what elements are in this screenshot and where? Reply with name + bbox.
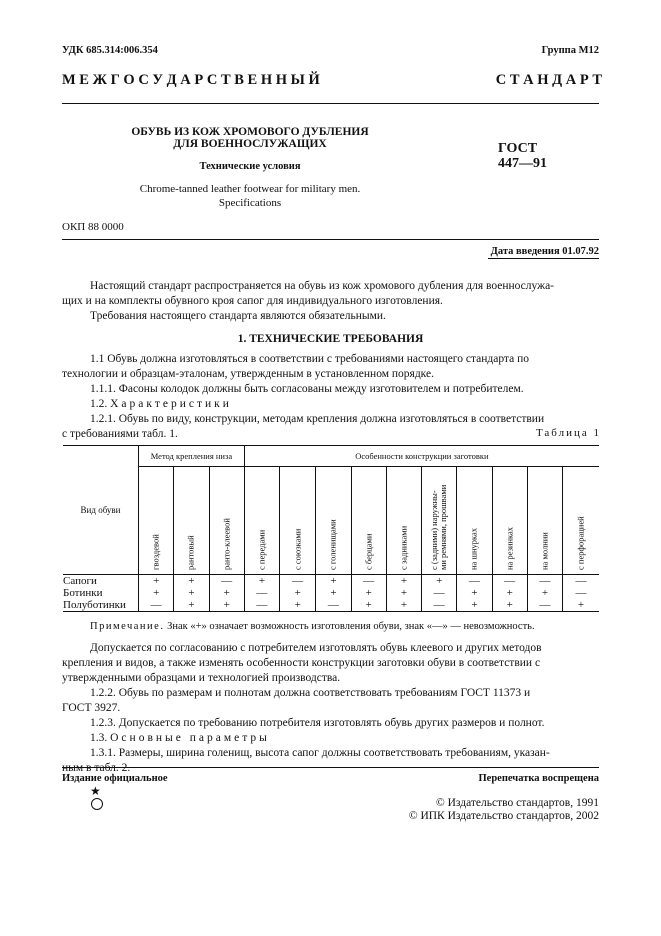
intro-p1-line1: Настоящий стандарт распространяется на обувь из кож хромового дубления для военнослужа- bbox=[90, 280, 555, 292]
p-1-2-2-line1: 1.2.2. Обувь по размерам и полнотам должна соответствовать требованиям ГОСТ 11373 и bbox=[90, 687, 531, 699]
table-cell-mark: + bbox=[386, 575, 421, 588]
p-1-1-line1: 1.1 Обувь должна изготовляться в соответствии с требованиями настоящего стандарта по bbox=[90, 353, 529, 365]
col-header-vid: Вид обуви bbox=[63, 446, 139, 575]
intro-date-value: 01.07.92 bbox=[562, 246, 599, 257]
table-note bbox=[90, 621, 535, 632]
p-1-1-1: 1.1.1. Фасоны колодок должны быть согласованы между изготовителем и потребителем. bbox=[90, 383, 524, 395]
title-ru-line1: ОБУВЬ ИЗ КОЖ ХРОМОВОГО ДУБЛЕНИЯ bbox=[131, 126, 369, 138]
p-1-1-line2: технологии и образцам-эталонам, утвержденным в установленном порядке. bbox=[62, 368, 434, 380]
p-allow-line1: Допускается по согласованию с потребителем изготовлять обувь клеевого и других методов bbox=[90, 642, 542, 654]
table-cell-mark: + bbox=[280, 599, 316, 611]
col-label: на резинках bbox=[504, 526, 515, 570]
subtitle: Технические условия bbox=[199, 161, 301, 172]
section1-heading: 1. ТЕХНИЧЕСКИЕ ТРЕБОВАНИЯ bbox=[237, 333, 424, 345]
intro-date-label: Дата введения bbox=[490, 246, 560, 257]
p-1-2-num: 1.2. bbox=[90, 398, 108, 410]
table-body bbox=[63, 575, 599, 612]
table-cell-mark: + bbox=[280, 587, 316, 599]
table-cell-mark: + bbox=[351, 587, 386, 599]
col-header-method bbox=[174, 467, 209, 575]
table-cell-mark: — bbox=[527, 575, 562, 588]
table-cell-mark: — bbox=[457, 575, 492, 588]
table-cell-mark: — bbox=[280, 575, 316, 588]
table-cell-mark: + bbox=[457, 587, 492, 599]
p-1-3 bbox=[62, 731, 599, 746]
col-header-feature bbox=[280, 467, 316, 575]
table-cell-mark: + bbox=[316, 575, 351, 588]
col-header-feature bbox=[422, 467, 457, 575]
col-label: ранто-клеевой bbox=[221, 518, 232, 570]
table-cell-mark: + bbox=[139, 587, 174, 599]
gost-number: 447—91 bbox=[498, 156, 547, 171]
table-cell-mark: — bbox=[492, 575, 527, 588]
table-row bbox=[63, 587, 599, 599]
table-row bbox=[63, 575, 599, 588]
p-1-2 bbox=[62, 397, 599, 412]
section1-rest bbox=[62, 641, 599, 776]
banner-word-2: С Т А Н Д А Р Т bbox=[495, 72, 602, 88]
title-en bbox=[100, 182, 400, 210]
p-1-2-3: 1.2.3. Допускается по требованию потребителя изготовлять обувь других размеров и полнот. bbox=[90, 717, 545, 729]
title-ru-line2: ДЛЯ ВОЕННОСЛУЖАЩИХ bbox=[173, 138, 327, 150]
table-cell-mark: — bbox=[139, 599, 174, 611]
p-1-2-2-line2: ГОСТ 3927. bbox=[62, 702, 121, 714]
col-header-feature bbox=[457, 467, 492, 575]
table-cell-mark: + bbox=[422, 575, 457, 588]
title-en-line2: Specifications bbox=[218, 197, 282, 209]
table-cell-mark: — bbox=[351, 575, 386, 588]
table1-caption: Таблица 1 bbox=[535, 427, 601, 439]
col-header-feature bbox=[386, 467, 421, 575]
table-bottom-rule bbox=[63, 611, 599, 612]
table-cell-mark: + bbox=[563, 599, 599, 611]
p-1-3-num: 1.3. bbox=[90, 732, 108, 744]
table-cell-mark: + bbox=[492, 599, 527, 611]
table-cell-mark: — bbox=[422, 599, 457, 611]
table-cell-mark: — bbox=[244, 587, 279, 599]
col-label: с передами bbox=[256, 529, 267, 570]
gost-label: ГОСТ bbox=[498, 141, 538, 156]
reprint-prohibited: Перепечатка воспрещена bbox=[478, 773, 599, 784]
table-cell-mark: — bbox=[244, 599, 279, 611]
footer-rule bbox=[62, 767, 599, 768]
okp-code: ОКП 88 0000 bbox=[62, 221, 124, 233]
col-label: с берцами bbox=[363, 533, 374, 570]
col-label: с союзками bbox=[292, 528, 303, 570]
table-cell-mark: + bbox=[174, 599, 209, 611]
col-label: с голенищами bbox=[327, 519, 338, 570]
copyright-1991: © Издательство стандартов, 1991 bbox=[435, 797, 599, 809]
intro-p1-line2: щих и на комплекты обувного кроя сапог для индивидуального изготовления. bbox=[62, 295, 443, 307]
circle-icon bbox=[90, 797, 104, 811]
row-footwear-type: Сапоги bbox=[63, 575, 97, 587]
p-1-2-1-line2: с требованиями табл. 1. bbox=[62, 428, 178, 440]
p-1-3-text: Основные параметры bbox=[110, 732, 270, 744]
table-cell-mark: + bbox=[351, 599, 386, 611]
table-cell-mark: — bbox=[316, 599, 351, 611]
table-cell-mark: — bbox=[563, 587, 599, 599]
table-row bbox=[63, 599, 599, 611]
table-cell-mark: + bbox=[209, 599, 244, 611]
row-footwear-type: Полуботинки bbox=[63, 599, 126, 611]
title-ru bbox=[100, 126, 400, 150]
table-cell-mark: + bbox=[386, 587, 421, 599]
table-cell-mark: — bbox=[422, 587, 457, 599]
banner-word-1: М Е Ж Г О С У Д А Р С Т В Е Н Н Ы Й bbox=[62, 72, 320, 88]
table-cell-mark: + bbox=[457, 599, 492, 611]
col-header-feature bbox=[492, 467, 527, 575]
col-label: с перфорацией bbox=[575, 516, 586, 570]
intro-date-underline bbox=[488, 258, 599, 259]
col-header-feature bbox=[563, 467, 599, 575]
footwear-table bbox=[63, 445, 599, 611]
header-rule bbox=[62, 103, 599, 104]
official-edition: Издание официальное bbox=[62, 773, 168, 784]
title-en-line1: Chrome-tanned leather footwear for military men. bbox=[139, 183, 361, 195]
intro-paragraph bbox=[62, 279, 599, 324]
col-label-2line: с (задними) наружны- ми ремнями, прошвами bbox=[429, 484, 449, 570]
col-header-method bbox=[209, 467, 244, 575]
table-cell-mark: + bbox=[527, 587, 562, 599]
col-header-feature bbox=[244, 467, 279, 575]
col-label: рантовый bbox=[185, 535, 196, 570]
group-code: Группа М12 bbox=[541, 45, 599, 56]
table-cell-mark: + bbox=[492, 587, 527, 599]
title-rule bbox=[62, 239, 599, 240]
col-header-feature bbox=[351, 467, 386, 575]
table-cell-mark: — bbox=[209, 575, 244, 588]
group-header-features: Особенности конструкции заготовки bbox=[244, 446, 599, 467]
col-label: с задниками bbox=[398, 525, 409, 570]
udk-code: УДК 685.314:006.354 bbox=[62, 45, 158, 56]
gost-designation bbox=[498, 141, 547, 171]
copyright-2002: © ИПК Издательство стандартов, 2002 bbox=[408, 810, 599, 822]
p-1-3-1-line1: 1.3.1. Размеры, ширина голенищ, высота сапог должны соответствовать требованиям, указан- bbox=[90, 747, 550, 759]
table-cell-mark: — bbox=[563, 575, 599, 588]
section1-text bbox=[62, 352, 599, 442]
table-cell-mark: + bbox=[139, 575, 174, 588]
p-allow-line2: крепления и видов, а также изменять особенности конструкции заготовки обуви в соответствии с bbox=[62, 657, 541, 669]
col-header-method bbox=[139, 467, 174, 575]
p-allow-line3: утвержденными образцами и технологией производства. bbox=[62, 672, 341, 684]
col-label: на молнии bbox=[539, 532, 550, 570]
intro-date bbox=[491, 246, 599, 257]
col-label: гвоздевой bbox=[150, 534, 161, 570]
col-header-feature bbox=[527, 467, 562, 575]
table-cell-mark: + bbox=[209, 587, 244, 599]
note-label: Примечание. bbox=[90, 621, 165, 632]
group-header-method: Метод крепления низа bbox=[139, 446, 245, 467]
p-1-2-text: Характеристики bbox=[110, 398, 232, 410]
table-cell-mark: + bbox=[174, 575, 209, 588]
table-cell-mark: — bbox=[527, 599, 562, 611]
table-cell-mark: + bbox=[316, 587, 351, 599]
p-1-3-1-line2: ным в табл. 2. bbox=[62, 762, 131, 774]
interstate-standard-banner bbox=[62, 72, 602, 89]
intro-p2: Требования настоящего стандарта являются обязательными. bbox=[90, 310, 386, 322]
table-cell-mark: + bbox=[174, 587, 209, 599]
row-footwear-type: Ботинки bbox=[63, 587, 103, 599]
col-label: на шнурках bbox=[468, 527, 479, 570]
star-icon: ★ bbox=[90, 784, 101, 798]
note-text: Знак «+» означает возможность изготовления обуви, знак «—» — невозможность. bbox=[167, 621, 535, 632]
col-header-feature bbox=[316, 467, 351, 575]
table-cell-mark: + bbox=[244, 575, 279, 588]
table-cell-mark: + bbox=[386, 599, 421, 611]
p-1-2-1-line1: 1.2.1. Обувь по виду, конструкции, методам крепления должна изготовляться в соответствии bbox=[90, 413, 545, 425]
